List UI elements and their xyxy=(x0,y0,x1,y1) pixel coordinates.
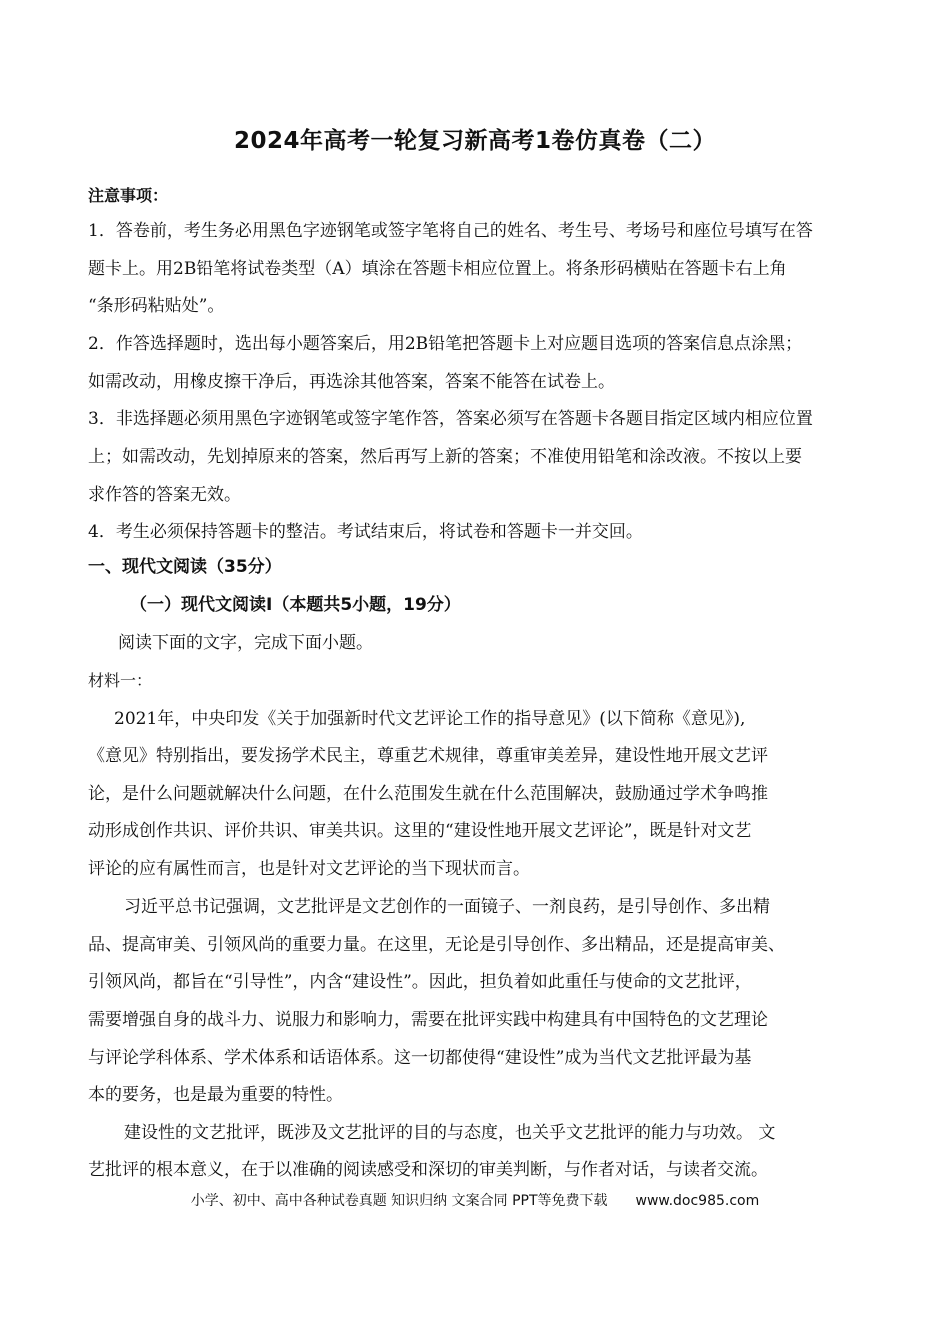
page-footer xyxy=(0,1190,950,1210)
notice-line: 如需改动，用橡皮擦干净后，再选涂其他答案，答案不能答在试卷上。 xyxy=(88,372,615,392)
notice-line: 1．答卷前，考生务必用黑色字迹钢笔或签字笔将自己的姓名、考生号、考场号和座位号填写在答 xyxy=(88,221,813,241)
passage-line: 动形成创作共识、评价共识、审美共识。这里的“建设性地开展文艺评论”，既是针对文艺 xyxy=(88,821,752,841)
passage-line: 艺批评的根本意义，在于以准确的阅读感受和深切的审美判断，与作者对话，与读者交流。 xyxy=(88,1160,768,1180)
footer-site-link[interactable]: www.doc985.com xyxy=(635,1193,760,1209)
notice-line: 题卡上。用2B铅笔将试卷类型（A）填涂在答题卡相应位置上。将条形码横贴在答题卡右上角 xyxy=(88,259,787,279)
notice-line: 4．考生必须保持答题卡的整洁。考试结束后，将试卷和答题卡一并交回。 xyxy=(88,522,643,542)
page-title: 2024年高考一轮复习新高考1卷仿真卷（二） xyxy=(233,128,717,154)
notice-line: 3．非选择题必须用黑色字迹钢笔或签字笔作答，答案必须写在答题卡各题目指定区域内相应位置 xyxy=(88,409,813,429)
passage-line: 《意见》特别指出，要发扬学术民主，尊重艺术规律，尊重审美差异，建设性地开展文艺评 xyxy=(88,746,768,766)
passage-line: 需要增强自身的战斗力、说服力和影响力，需要在批评实践中构建具有中国特色的文艺理论 xyxy=(88,1010,768,1030)
passage-line: 习近平总书记强调，文艺批评是文艺创作的一面镜子、一剂良药，是引导创作、多出精 xyxy=(124,897,770,917)
instruction-text: 阅读下面的文字，完成下面小题。 xyxy=(118,633,373,653)
passage-line: 评论的应有属性而言，也是针对文艺评论的当下现状而言。 xyxy=(88,859,530,879)
passage-line: 论，是什么问题就解决什么问题，在什么范围发生就在什么范围解决，鼓励通过学术争鸣推 xyxy=(88,784,768,804)
passage-line: 建设性的文艺批评，既涉及文艺批评的目的与态度，也关乎文艺批评的能力与功效。 文 xyxy=(124,1123,776,1143)
material-label: 材料一： xyxy=(88,671,153,690)
passage-line: 2021年，中央印发《关于加强新时代文艺评论工作的指导意见》(以下简称《意见》), xyxy=(114,709,746,729)
notice-line: “条形码粘贴处”。 xyxy=(88,296,225,316)
footer-text: 小学、初中、高中各种试卷真题 知识归纳 文案合同 PPT等免费下载 xyxy=(190,1193,608,1209)
passage-line: 品、提高审美、引领风尚的重要力量。在这里，无论是引导创作、多出精品，还是提高审美、 xyxy=(88,935,785,955)
section-heading: 一、现代文阅读（35分） xyxy=(88,557,282,577)
passage-line: 本的要务，也是最为重要的特性。 xyxy=(88,1085,343,1105)
notice-heading: 注意事项： xyxy=(88,186,169,205)
subsection-heading: （一）现代文阅读I（本题共5小题，19分） xyxy=(130,595,461,615)
passage-line: 与评论学科体系、学术体系和话语体系。这一切都使得“建设性”成为当代文艺批评最为基 xyxy=(88,1048,752,1068)
notice-line: 上；如需改动，先划掉原来的答案，然后再写上新的答案；不准使用铅笔和涂改液。不按以上要 xyxy=(88,447,802,467)
notice-line: 2．作答选择题时，选出每小题答案后，用2B铅笔把答题卡上对应题目选项的答案信息点涂黑； xyxy=(88,334,803,354)
notice-line: 求作答的答案无效。 xyxy=(88,485,241,505)
passage-line: 引领风尚，都旨在“引导性”，内含“建设性”。因此，担负着如此重任与使命的文艺批评， xyxy=(88,972,752,992)
